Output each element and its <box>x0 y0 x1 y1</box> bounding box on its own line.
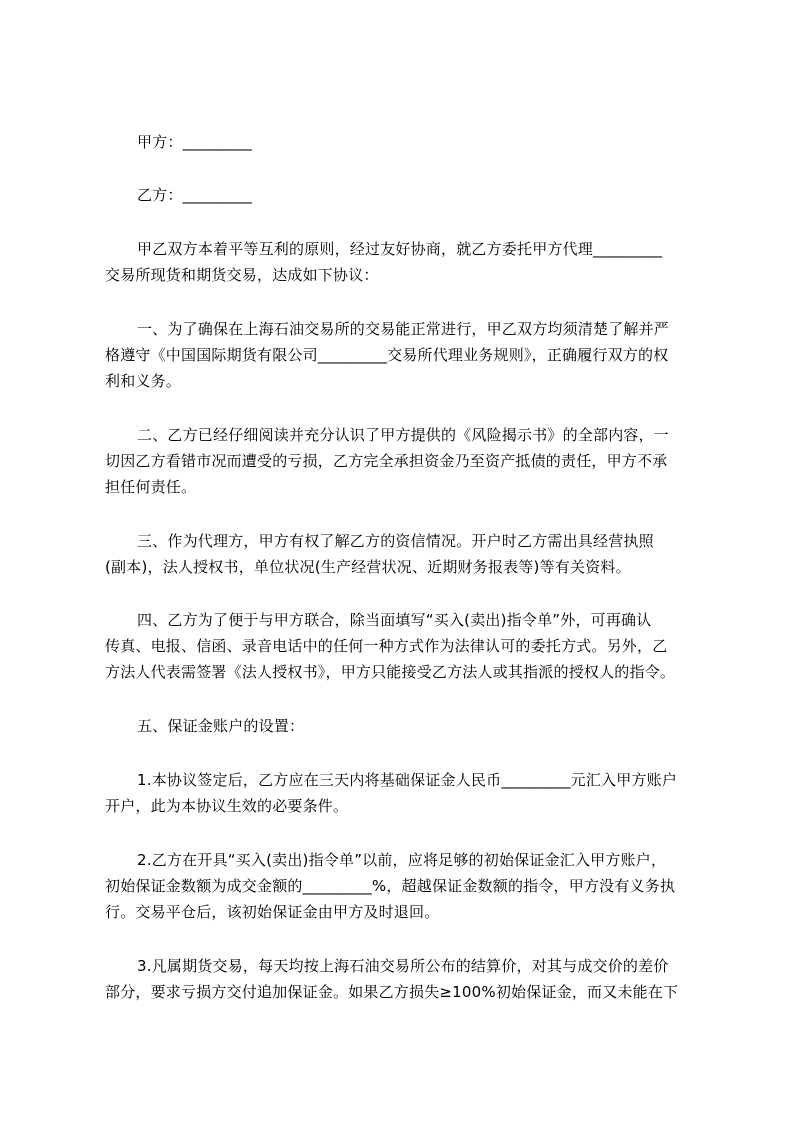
clause-2-line-3: 担任何责任。 <box>105 478 197 496</box>
clause-3-line-1: 三、作为代理方，甲方有权了解乙方的资信情况。开户时乙方需出具经营执照 <box>137 532 654 550</box>
party-a-line: 甲方：_________ <box>137 133 252 151</box>
party-b-line: 乙方：_________ <box>137 186 252 204</box>
item-1-line-1: 1.本协议签定后，乙方应在三天内将基础保证金人民币_________元汇入甲方账户 <box>137 771 678 789</box>
item-2-line-2: 初始保证金数额为成交金额的_________%，超越保证金数额的指令，甲方没有义务执 <box>105 877 676 895</box>
clause-4-line-2: 传真、电报、信函、录音电话中的任何一种方式作为法律认可的委托方式。另外，乙 <box>105 637 668 655</box>
item-2-line-1: 2.乙方在开具“买入(卖出)指令单”以前，应将足够的初始保证金汇入甲方账户， <box>137 851 667 869</box>
intro-line-1: 甲乙双方本着平等互利的原则，经过友好协商，就乙方委托甲方代理_________ <box>137 240 663 258</box>
clause-3-line-2: (副本)，法人授权书，单位状况(生产经营状况、近期财务报表等)等有关资料。 <box>105 558 631 576</box>
item-3-line-1: 3.凡属期货交易，每天均按上海石油交易所公布的结算价，对其与成交价的差价 <box>137 957 669 975</box>
clause-4-line-3: 方法人代表需签署《法人授权书》，甲方只能接受乙方法人或其指派的授权人的指令。 <box>105 663 676 681</box>
clause-2-line-2: 切因乙方看错市况而遭受的亏损，乙方完全承担资金乃至资产抵债的责任，甲方不承 <box>105 452 668 470</box>
clause-1-line-1: 一、为了确保在上海石油交易所的交易能正常进行，甲乙双方均须清楚了解并严 <box>137 320 670 338</box>
clause-1-line-2: 格遵守《中国国际期货有限公司_________交易所代理业务规则》，正确履行双方的权 <box>105 346 669 364</box>
item-2-line-3: 行。交易平仓后，该初始保证金由甲方及时退回。 <box>105 903 440 921</box>
clause-1-line-3: 利和义务。 <box>105 372 182 390</box>
intro-line-2: 交易所现货和期货交易，达成如下协议： <box>105 266 379 284</box>
item-1-line-2: 开户，此为本协议生效的必要条件。 <box>105 797 349 815</box>
clause-2-line-1: 二、乙方已经仔细阅读并充分认识了甲方提供的《风险揭示书》的全部内容，一 <box>137 426 670 444</box>
clause-5-title: 五、保证金账户的设置： <box>137 717 305 735</box>
item-3-line-2: 部分，要求亏损方交付追加保证金。如果乙方损失≥100%初始保证金，而又未能在下 <box>105 983 679 1001</box>
clause-4-line-1: 四、乙方为了便于与甲方联合，除当面填写“买入(卖出)指令单”外，可再确认 <box>137 611 652 629</box>
